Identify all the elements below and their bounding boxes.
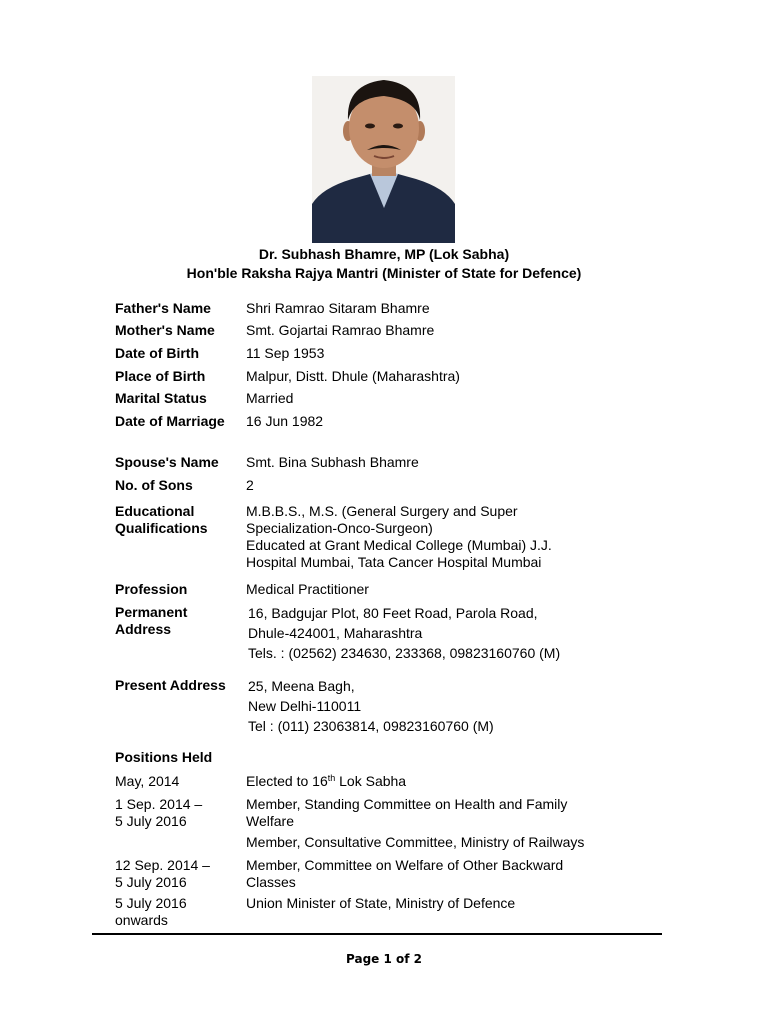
education-line: Specialization-Onco-Surgeon): [246, 520, 433, 536]
position-date-line: 1 Sep. 2014 –: [115, 796, 203, 812]
education-line: M.B.B.S., M.S. (General Surgery and Super: [246, 503, 518, 519]
marriage-date-label: Date of Marriage: [115, 413, 225, 429]
sons-value: 2: [246, 477, 254, 493]
education-label: [115, 503, 208, 537]
position-text: [246, 796, 636, 830]
present-address-line: New Delhi-110011: [248, 698, 362, 714]
position-superscript: th: [327, 773, 336, 783]
designation-heading: Hon'ble Raksha Rajya Mantri (Minister of State for Defence): [186, 265, 582, 281]
permanent-address-value: [248, 603, 638, 663]
positions-heading: Positions Held: [115, 749, 213, 765]
permanent-address-label-line: Permanent: [115, 604, 188, 620]
position-date: May, 2014: [115, 773, 180, 789]
present-address-line: 25, Meena Bagh,: [248, 678, 355, 694]
mothers-name-label: Mother's Name: [115, 322, 215, 338]
position-text: [246, 857, 636, 891]
sons-label: No. of Sons: [115, 477, 193, 493]
portrait-photo: [312, 76, 455, 243]
position-text-line: Welfare: [246, 813, 294, 829]
permanent-address-label-line: Address: [115, 621, 172, 637]
spouse-name-value: Smt. Bina Subhash Bhamre: [246, 454, 419, 470]
footer-divider: [92, 933, 662, 935]
position-text-line: Classes: [246, 874, 296, 890]
position-date: [115, 895, 187, 929]
dob-value: 11 Sep 1953: [246, 345, 325, 361]
position-text-part: Lok Sabha: [335, 773, 407, 789]
person-name-heading: Dr. Subhash Bhamre, MP (Lok Sabha): [258, 246, 510, 262]
education-label-line: Educational: [115, 503, 195, 519]
position-text-line: Member, Committee on Welfare of Other Backward: [246, 857, 564, 873]
profession-label: Profession: [115, 581, 188, 597]
position-text-part: Elected to 16: [246, 773, 328, 789]
permanent-address-line: Dhule-424001, Maharashtra: [248, 625, 423, 641]
education-value: [246, 503, 636, 571]
present-address-label: Present Address: [115, 677, 226, 693]
dob-label: Date of Birth: [115, 345, 199, 361]
fathers-name-value: Shri Ramrao Sitaram Bhamre: [246, 300, 430, 316]
position-date: [115, 796, 202, 830]
marital-status-value: Married: [246, 390, 294, 406]
marital-status-label: Marital Status: [115, 390, 207, 406]
position-text-line: Member, Standing Committee on Health and Family: [246, 796, 568, 812]
pob-value: Malpur, Distt. Dhule (Maharashtra): [246, 368, 460, 384]
education-line: Educated at Grant Medical College (Mumbai) J.J.: [246, 537, 552, 553]
education-label-line: Qualifications: [115, 520, 208, 536]
position-date: [115, 857, 210, 891]
position-date-line: onwards: [115, 912, 168, 928]
page-number: Page 1 of 2: [346, 952, 422, 966]
present-address-value: [248, 676, 638, 736]
spouse-name-label: Spouse's Name: [115, 454, 219, 470]
education-line: Hospital Mumbai, Tata Cancer Hospital Mumbai: [246, 554, 542, 570]
position-date-line: 5 July 2016: [115, 874, 187, 890]
permanent-address-line: 16, Badgujar Plot, 80 Feet Road, Parola Road,: [248, 605, 538, 621]
fathers-name-label: Father's Name: [115, 300, 211, 316]
permanent-address-line: Tels. : (02562) 234630, 233368, 09823160760 (M): [248, 645, 561, 661]
marriage-date-value: 16 Jun 1982: [246, 413, 324, 429]
position-date-line: 12 Sep. 2014 –: [115, 857, 210, 873]
present-address-line: Tel : (011) 23063814, 09823160760 (M): [248, 718, 494, 734]
permanent-address-label: [115, 604, 187, 638]
position-text: [246, 773, 406, 790]
position-text: Member, Consultative Committee, Ministry of Railways: [246, 834, 585, 850]
pob-label: Place of Birth: [115, 368, 206, 384]
profession-value: Medical Practitioner: [246, 581, 369, 597]
position-text: Union Minister of State, Ministry of Defence: [246, 895, 516, 911]
position-date-line: 5 July 2016: [115, 813, 187, 829]
mothers-name-value: Smt. Gojartai Ramrao Bhamre: [246, 322, 435, 338]
position-date-line: 5 July 2016: [115, 895, 187, 911]
